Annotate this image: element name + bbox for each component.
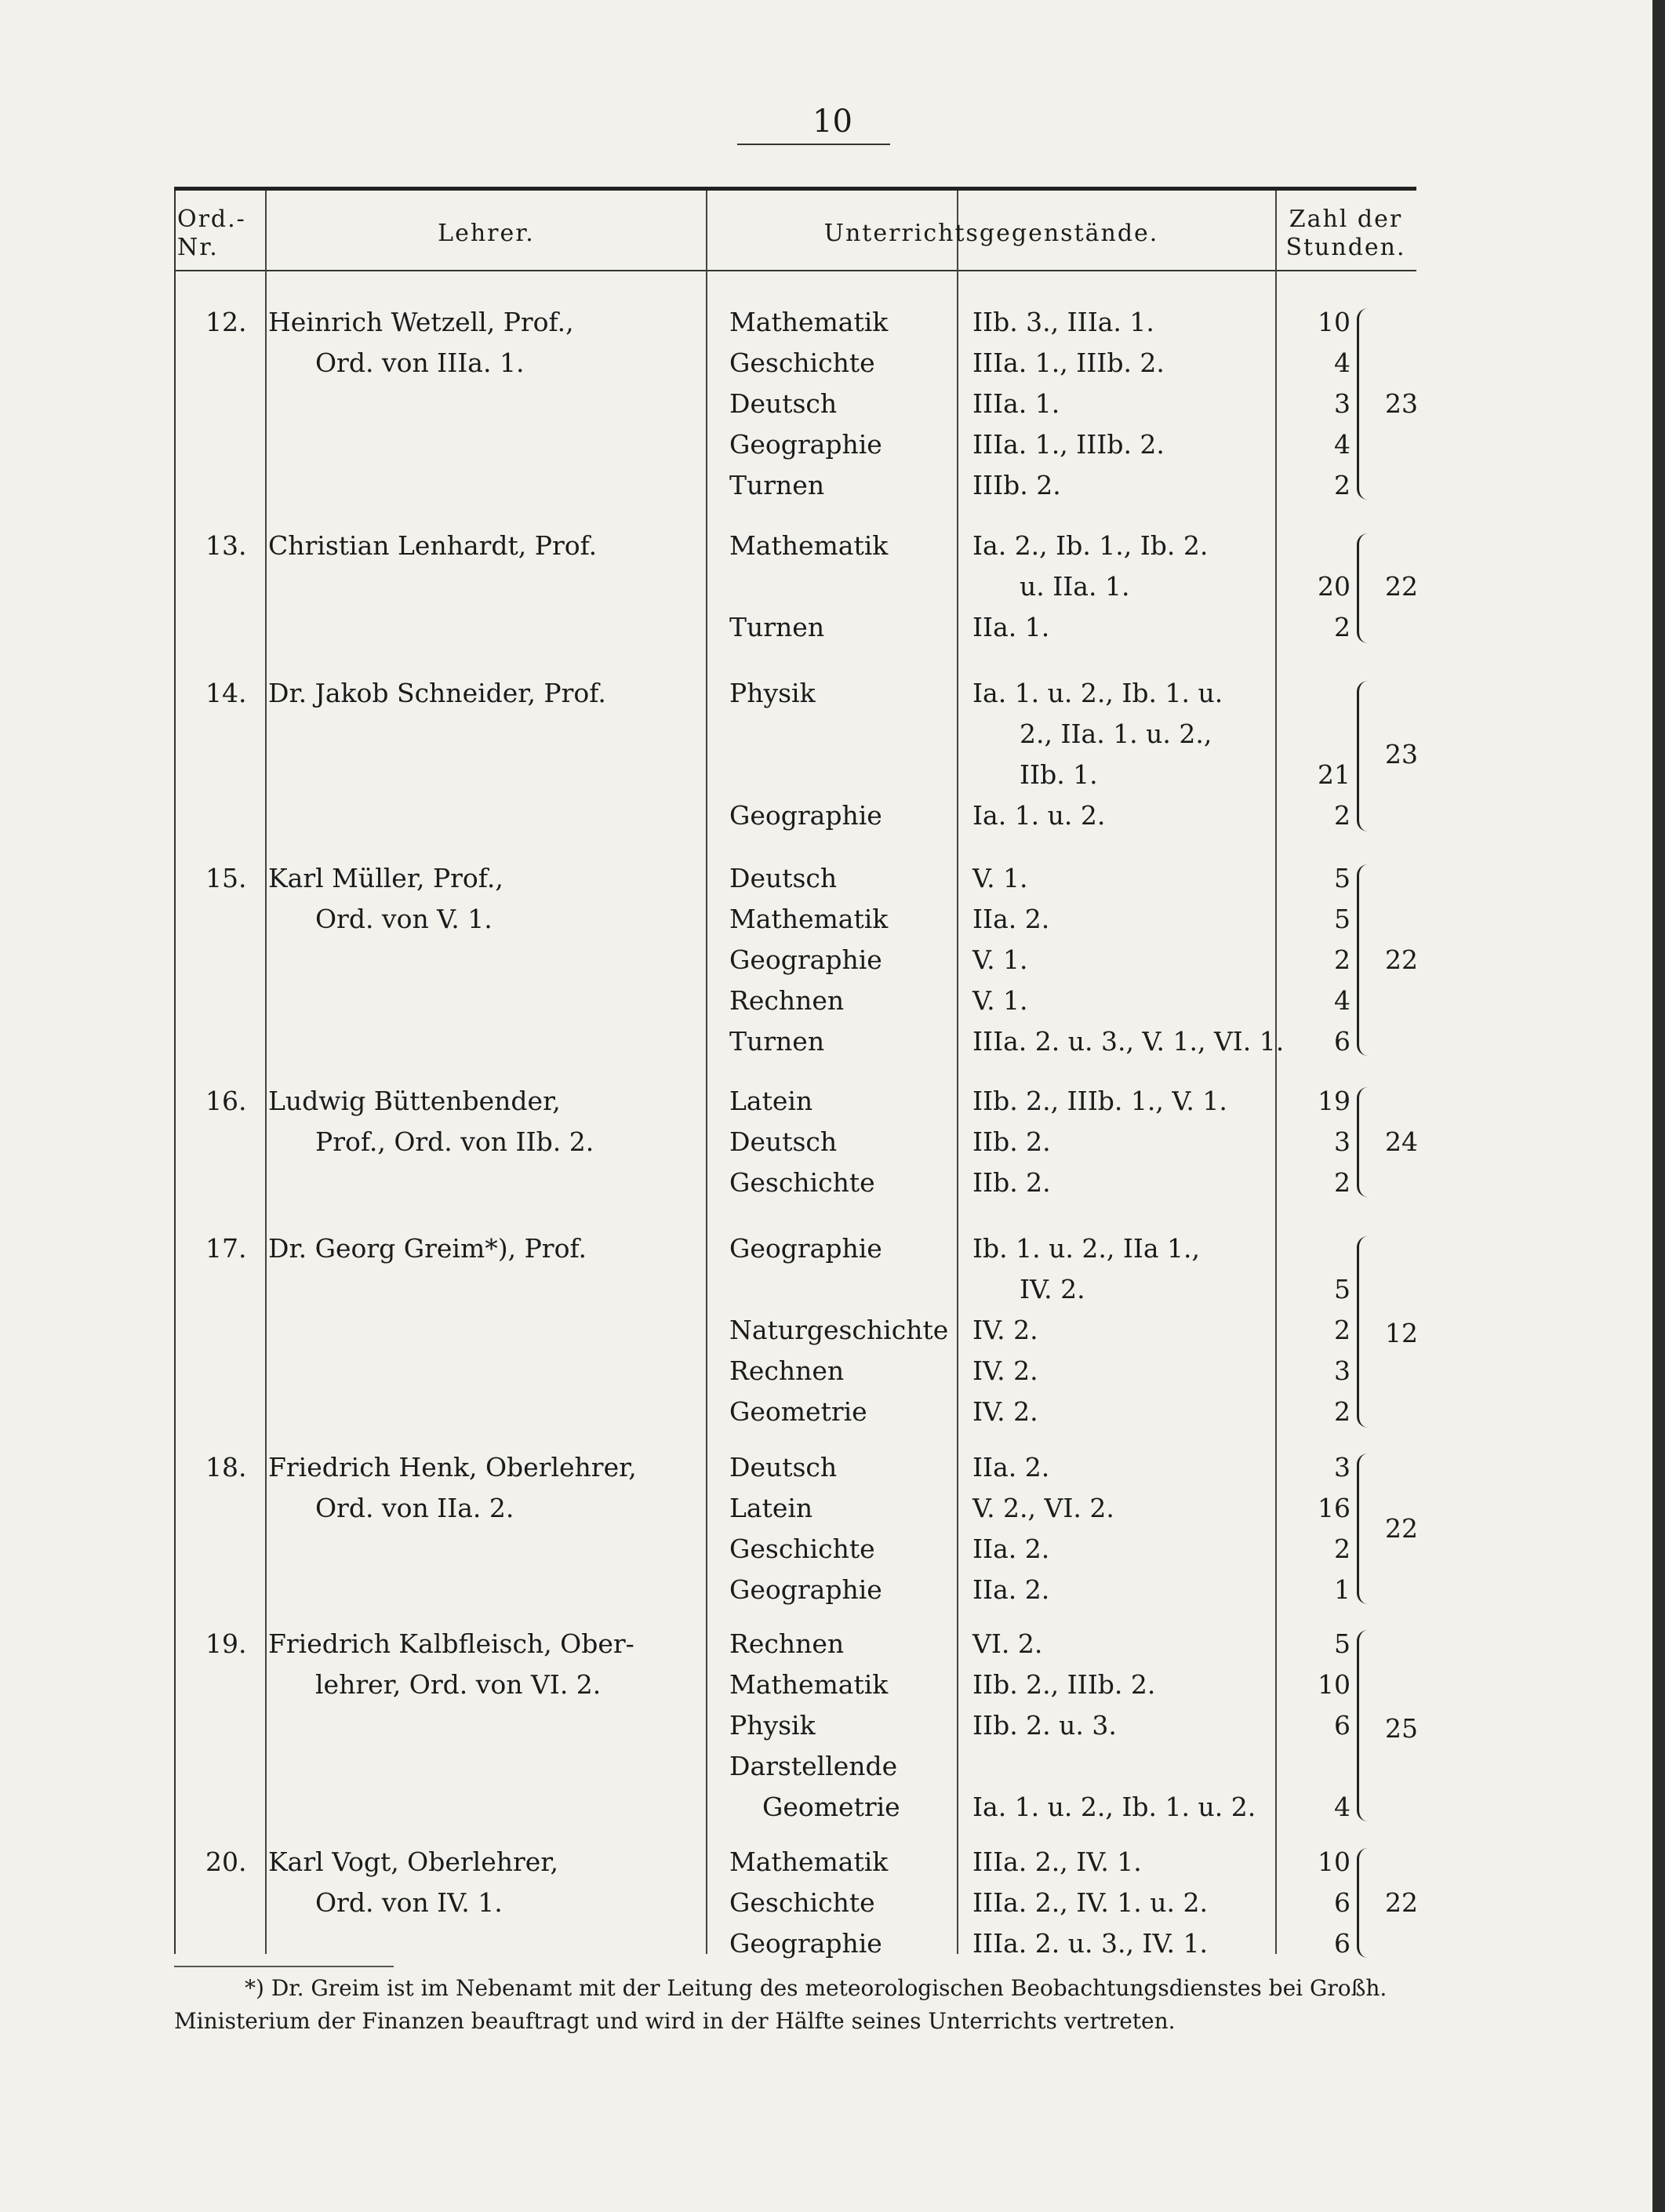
class-cell: V. 1. IIa. 2. V. 1. V. 1. IIIa. 2. u. 3., V. 1., VI. 1. bbox=[972, 863, 1285, 1057]
subject-cell: Deutsch Mathematik Geographie Rechnen Turnen bbox=[729, 863, 889, 1057]
subject-cell: Latein Deutsch Geschichte bbox=[729, 1086, 875, 1198]
subject-cell: Mathematik Turnen bbox=[729, 530, 889, 642]
total-hours: 22 bbox=[1385, 1513, 1418, 1544]
page-number-rule bbox=[737, 144, 890, 145]
total-hours: 22 bbox=[1385, 1887, 1418, 1918]
column-divider-nr bbox=[265, 191, 267, 1954]
class-cell: IIb. 2., IIIb. 1., V. 1. IIb. 2. IIb. 2. bbox=[972, 1086, 1227, 1198]
total-hours: 12 bbox=[1385, 1318, 1418, 1348]
teacher-note: Ord. von V. 1. bbox=[315, 904, 493, 934]
teacher-name: Heinrich Wetzell, Prof., bbox=[268, 307, 574, 337]
total-hours: 23 bbox=[1385, 739, 1418, 769]
hours-cell: 10 6 6 bbox=[1318, 1846, 1351, 1959]
class-cell: IIa. 2. V. 2., VI. 2. IIa. 2. IIa. 2. bbox=[972, 1452, 1114, 1605]
table-top-rule bbox=[174, 187, 1416, 191]
hours-brace bbox=[1357, 864, 1376, 1056]
hours-cell: 3 16 2 1 bbox=[1318, 1452, 1351, 1605]
hours-brace bbox=[1357, 1453, 1376, 1604]
hours-cell: 20 2 bbox=[1318, 571, 1351, 642]
subject-cell: Physik Geographie bbox=[729, 678, 882, 831]
hours-cell: 5 2 3 2 bbox=[1334, 1274, 1351, 1427]
hours-cell: 10 4 3 4 2 bbox=[1318, 307, 1351, 500]
footnote bbox=[174, 1972, 1460, 2038]
row-number: 18. bbox=[205, 1452, 247, 1483]
subject-cell: Geographie Naturgeschichte Rechnen Geometrie bbox=[729, 1233, 949, 1427]
hours-cell: 5 5 2 4 6 bbox=[1334, 863, 1351, 1057]
subject-cell: Rechnen Mathematik Physik Darstellende Geometrie bbox=[729, 1628, 900, 1822]
teacher-name: Christian Lenhardt, Prof. bbox=[268, 530, 598, 561]
footnote-rule bbox=[174, 1966, 394, 1967]
teacher-note: Ord. von IV. 1. bbox=[315, 1887, 503, 1918]
teacher-name: Karl Vogt, Oberlehrer, bbox=[268, 1846, 558, 1877]
total-hours: 25 bbox=[1385, 1713, 1418, 1744]
teacher-name: Ludwig Büttenbender, bbox=[268, 1086, 561, 1116]
teacher-name: Friedrich Henk, Oberlehrer, bbox=[268, 1452, 637, 1483]
teacher-name: Dr. Georg Greim*), Prof. bbox=[268, 1233, 587, 1264]
footnote-line-1: *) Dr. Greim ist im Nebenamt mit der Leitung des meteorologischen Beobachtungsdienstes bei Großh. bbox=[245, 1975, 1387, 2001]
page-edge-shadow bbox=[1652, 0, 1665, 2212]
hours-brace bbox=[1357, 1236, 1376, 1428]
table-header-rule bbox=[174, 270, 1416, 271]
subject-cell: Mathematik Geschichte Geographie bbox=[729, 1846, 889, 1959]
teacher-note: Ord. von IIIa. 1. bbox=[315, 347, 525, 378]
total-hours: 22 bbox=[1385, 944, 1418, 975]
row-number: 15. bbox=[205, 863, 247, 893]
row-number: 17. bbox=[205, 1233, 247, 1264]
subject-cell: Mathematik Geschichte Deutsch Geographie Turnen bbox=[729, 307, 889, 500]
total-hours: 23 bbox=[1385, 388, 1418, 419]
footnote-line-2: Ministerium der Finanzen beauftragt und wird in der Hälfte seines Unterrichts vertreten. bbox=[174, 2008, 1176, 2034]
hours-cell: 19 3 2 bbox=[1318, 1086, 1351, 1198]
hours-brace bbox=[1357, 1848, 1376, 1958]
teacher-name: Dr. Jakob Schneider, Prof. bbox=[268, 678, 606, 708]
hours-brace bbox=[1357, 681, 1376, 831]
subject-cell: Deutsch Latein Geschichte Geographie bbox=[729, 1452, 882, 1605]
hours-cell: 5 10 6 4 bbox=[1318, 1628, 1351, 1822]
header-subjects: Unterrichtsgegenstände. bbox=[823, 220, 1159, 247]
hours-brace bbox=[1357, 1087, 1376, 1197]
class-cell: IIIa. 2., IV. 1. IIIa. 2., IV. 1. u. 2. IIIa. 2. u. 3., IV. 1. bbox=[972, 1846, 1208, 1959]
class-cell: IIb. 3., IIIa. 1. IIIa. 1., IIIb. 2. IIIa. 1. IIIa. 1., IIIb. 2. IIIb. 2. bbox=[972, 307, 1165, 500]
row-number: 16. bbox=[205, 1086, 247, 1116]
hours-brace bbox=[1357, 533, 1376, 643]
header-hours: Zahl der Stunden. bbox=[1285, 206, 1406, 261]
class-cell: Ia. 1. u. 2., Ib. 1. u. 2., IIa. 1. u. 2., IIb. 1. Ia. 1. u. 2. bbox=[972, 678, 1223, 831]
teacher-name: Friedrich Kalbfleisch, Ober- bbox=[268, 1628, 634, 1659]
row-number: 13. bbox=[205, 530, 247, 561]
class-cell: VI. 2. IIb. 2., IIIb. 2. IIb. 2. u. 3. Ia. 1. u. 2., Ib. 1. u. 2. bbox=[972, 1628, 1256, 1822]
class-cell: Ia. 2., Ib. 1., Ib. 2. u. IIa. 1. IIa. 1. bbox=[972, 530, 1209, 642]
row-number: 14. bbox=[205, 678, 247, 708]
teacher-note: lehrer, Ord. von VI. 2. bbox=[315, 1669, 602, 1700]
hours-cell: 21 2 bbox=[1318, 759, 1351, 831]
total-hours: 24 bbox=[1385, 1126, 1418, 1157]
hours-brace bbox=[1357, 308, 1376, 500]
teacher-note: Prof., Ord. von IIb. 2. bbox=[315, 1126, 594, 1157]
class-cell: Ib. 1. u. 2., IIa 1., IV. 2. IV. 2. IV. 2. IV. 2. bbox=[972, 1233, 1201, 1427]
row-number: 19. bbox=[205, 1628, 247, 1659]
teacher-name: Karl Müller, Prof., bbox=[268, 863, 503, 893]
header-teacher: Lehrer. bbox=[438, 220, 535, 247]
header-nr: Ord.- Nr. bbox=[177, 206, 246, 261]
page-number: 10 bbox=[813, 104, 852, 140]
total-hours: 22 bbox=[1385, 571, 1418, 602]
table-left-border bbox=[174, 191, 176, 1954]
row-number: 12. bbox=[205, 307, 247, 337]
row-number: 20. bbox=[205, 1846, 247, 1877]
hours-brace bbox=[1357, 1630, 1376, 1821]
teacher-note: Ord. von IIa. 2. bbox=[315, 1493, 514, 1523]
